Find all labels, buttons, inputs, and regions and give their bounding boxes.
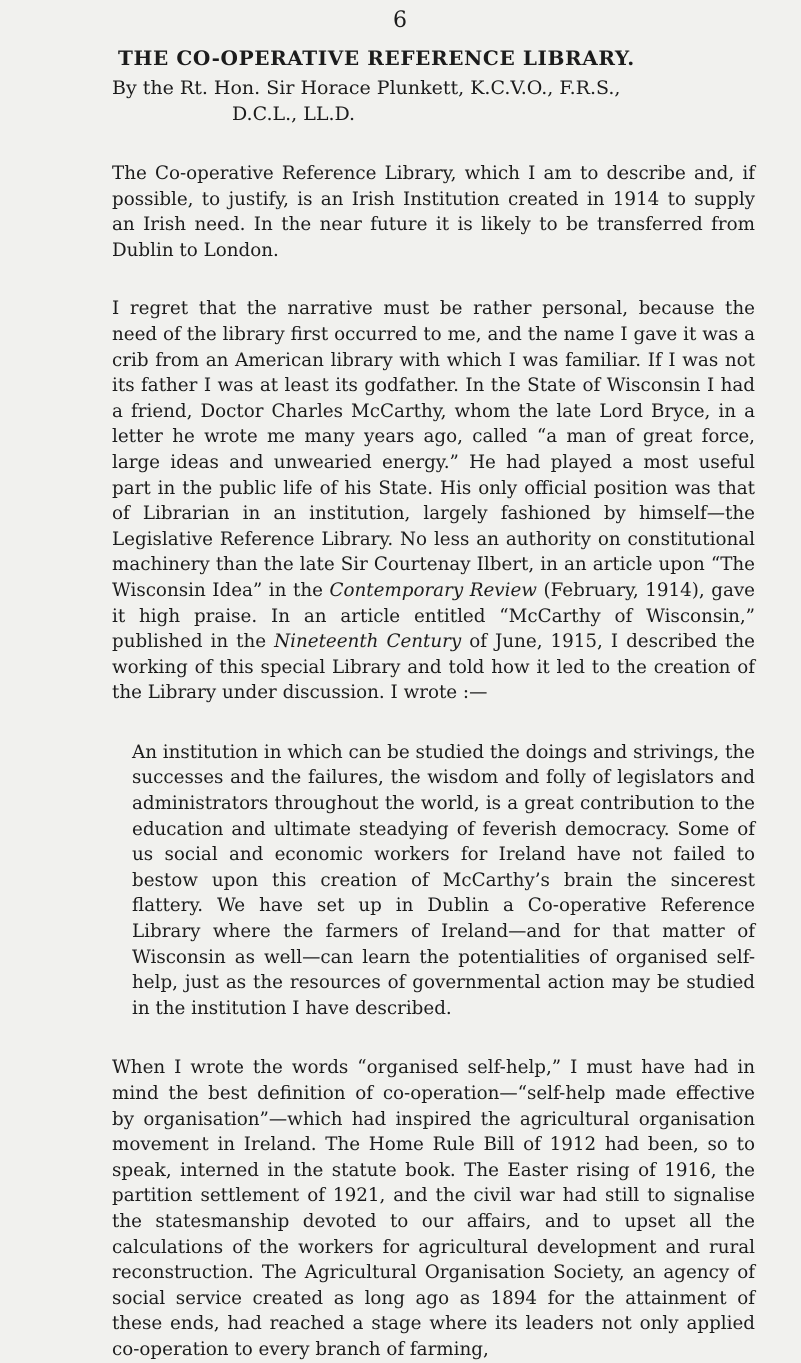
journal-title-nineteenth-century: Nineteenth Century <box>274 631 462 653</box>
paragraph-2 <box>112 296 755 706</box>
page-number: 6 <box>393 8 407 33</box>
paragraph-2-text-a: I regret that the narrative must be rather personal, because the need of the library first occurred to me, and the name I gave it was a crib from an American library with which I was familiar. If I was not its father I was at least its godfather. In the State of Wisconsin I had a friend, Doctor Charles McCarthy, whom the late Lord Bryce, in a letter he wrote me many years ago, called “a man of great force, large ideas and unwearied energy.” He had played a most useful part in the public life of his State. His only official position was that of Librarian in an institution, largely fashioned by himself—the Legislative Reference Library. No less an authority on constitutional machinery than the late Sir Courtenay Ilbert, in an article upon “The Wisconsin Idea” in the <box>112 298 755 601</box>
block-quote: An institution in which can be studied the doings and strivings, the successes and the failures, the wisdom and folly of legislators and administrators throughout the world, is a great contribution to the education and ultimate steadying of feverish democracy. Some of us social and economic workers for Ireland have not failed to bestow upon this creation of McCarthy’s brain the sincerest flattery. We have set up in Dublin a Co-operative Reference Library where the farmers of Ireland—and for that matter of Wisconsin as well—can learn the potentialities of organised self-help, just as the resources of governmental action may be studied in the institution I have described. <box>132 741 755 1019</box>
byline-line-1: By the Rt. Hon. Sir Horace Plunkett, K.C.V.O., F.R.S., <box>112 77 621 99</box>
byline <box>112 75 755 127</box>
byline-line-2: D.C.L., LL.D. <box>232 103 356 125</box>
journal-title-contemporary-review: Contemporary Review <box>329 579 537 601</box>
paragraph-2-text-b: (February, 1914), gave it high praise. In an article entitled “McCarthy of Wisconsin,” published in the <box>112 579 755 653</box>
paragraph-3: When I wrote the words “organised self-help,” I must have had in mind the best definition of co-operation—“self-help made effective by organisation”—which had inspired the agricultural organisation movement in Ireland. The Home Rule Bill of 1912 had been, so to speak, interned in the statute book. The Easter rising of 1916, the partition settlement of 1921, and the civil war had still to signalise the statesmanship devoted to our affairs, and to upset all the calculations of the workers for agricultural development and rural reconstruction. The Agricultural Organisation Society, an agency of social service created as long ago as 1894 for the attainment of these ends, had reached a stage where its leaders not only applied co-operation to every branch of farming, <box>112 1057 755 1360</box>
paragraph-1: The Co-operative Reference Library, which I am to describe and, if possible, to justify, is an Irish Institution created in 1914 to supply an Irish need. In the near future it is likely to be transferred from Dublin to London. <box>112 163 755 261</box>
article-title: THE CO-OPERATIVE REFERENCE LIBRARY. <box>118 46 635 70</box>
paragraph-2-text-c: of June, 1915, I described the working of this special Library and told how it led to the creation of the Library under discussion. I wrote :— <box>112 631 755 704</box>
